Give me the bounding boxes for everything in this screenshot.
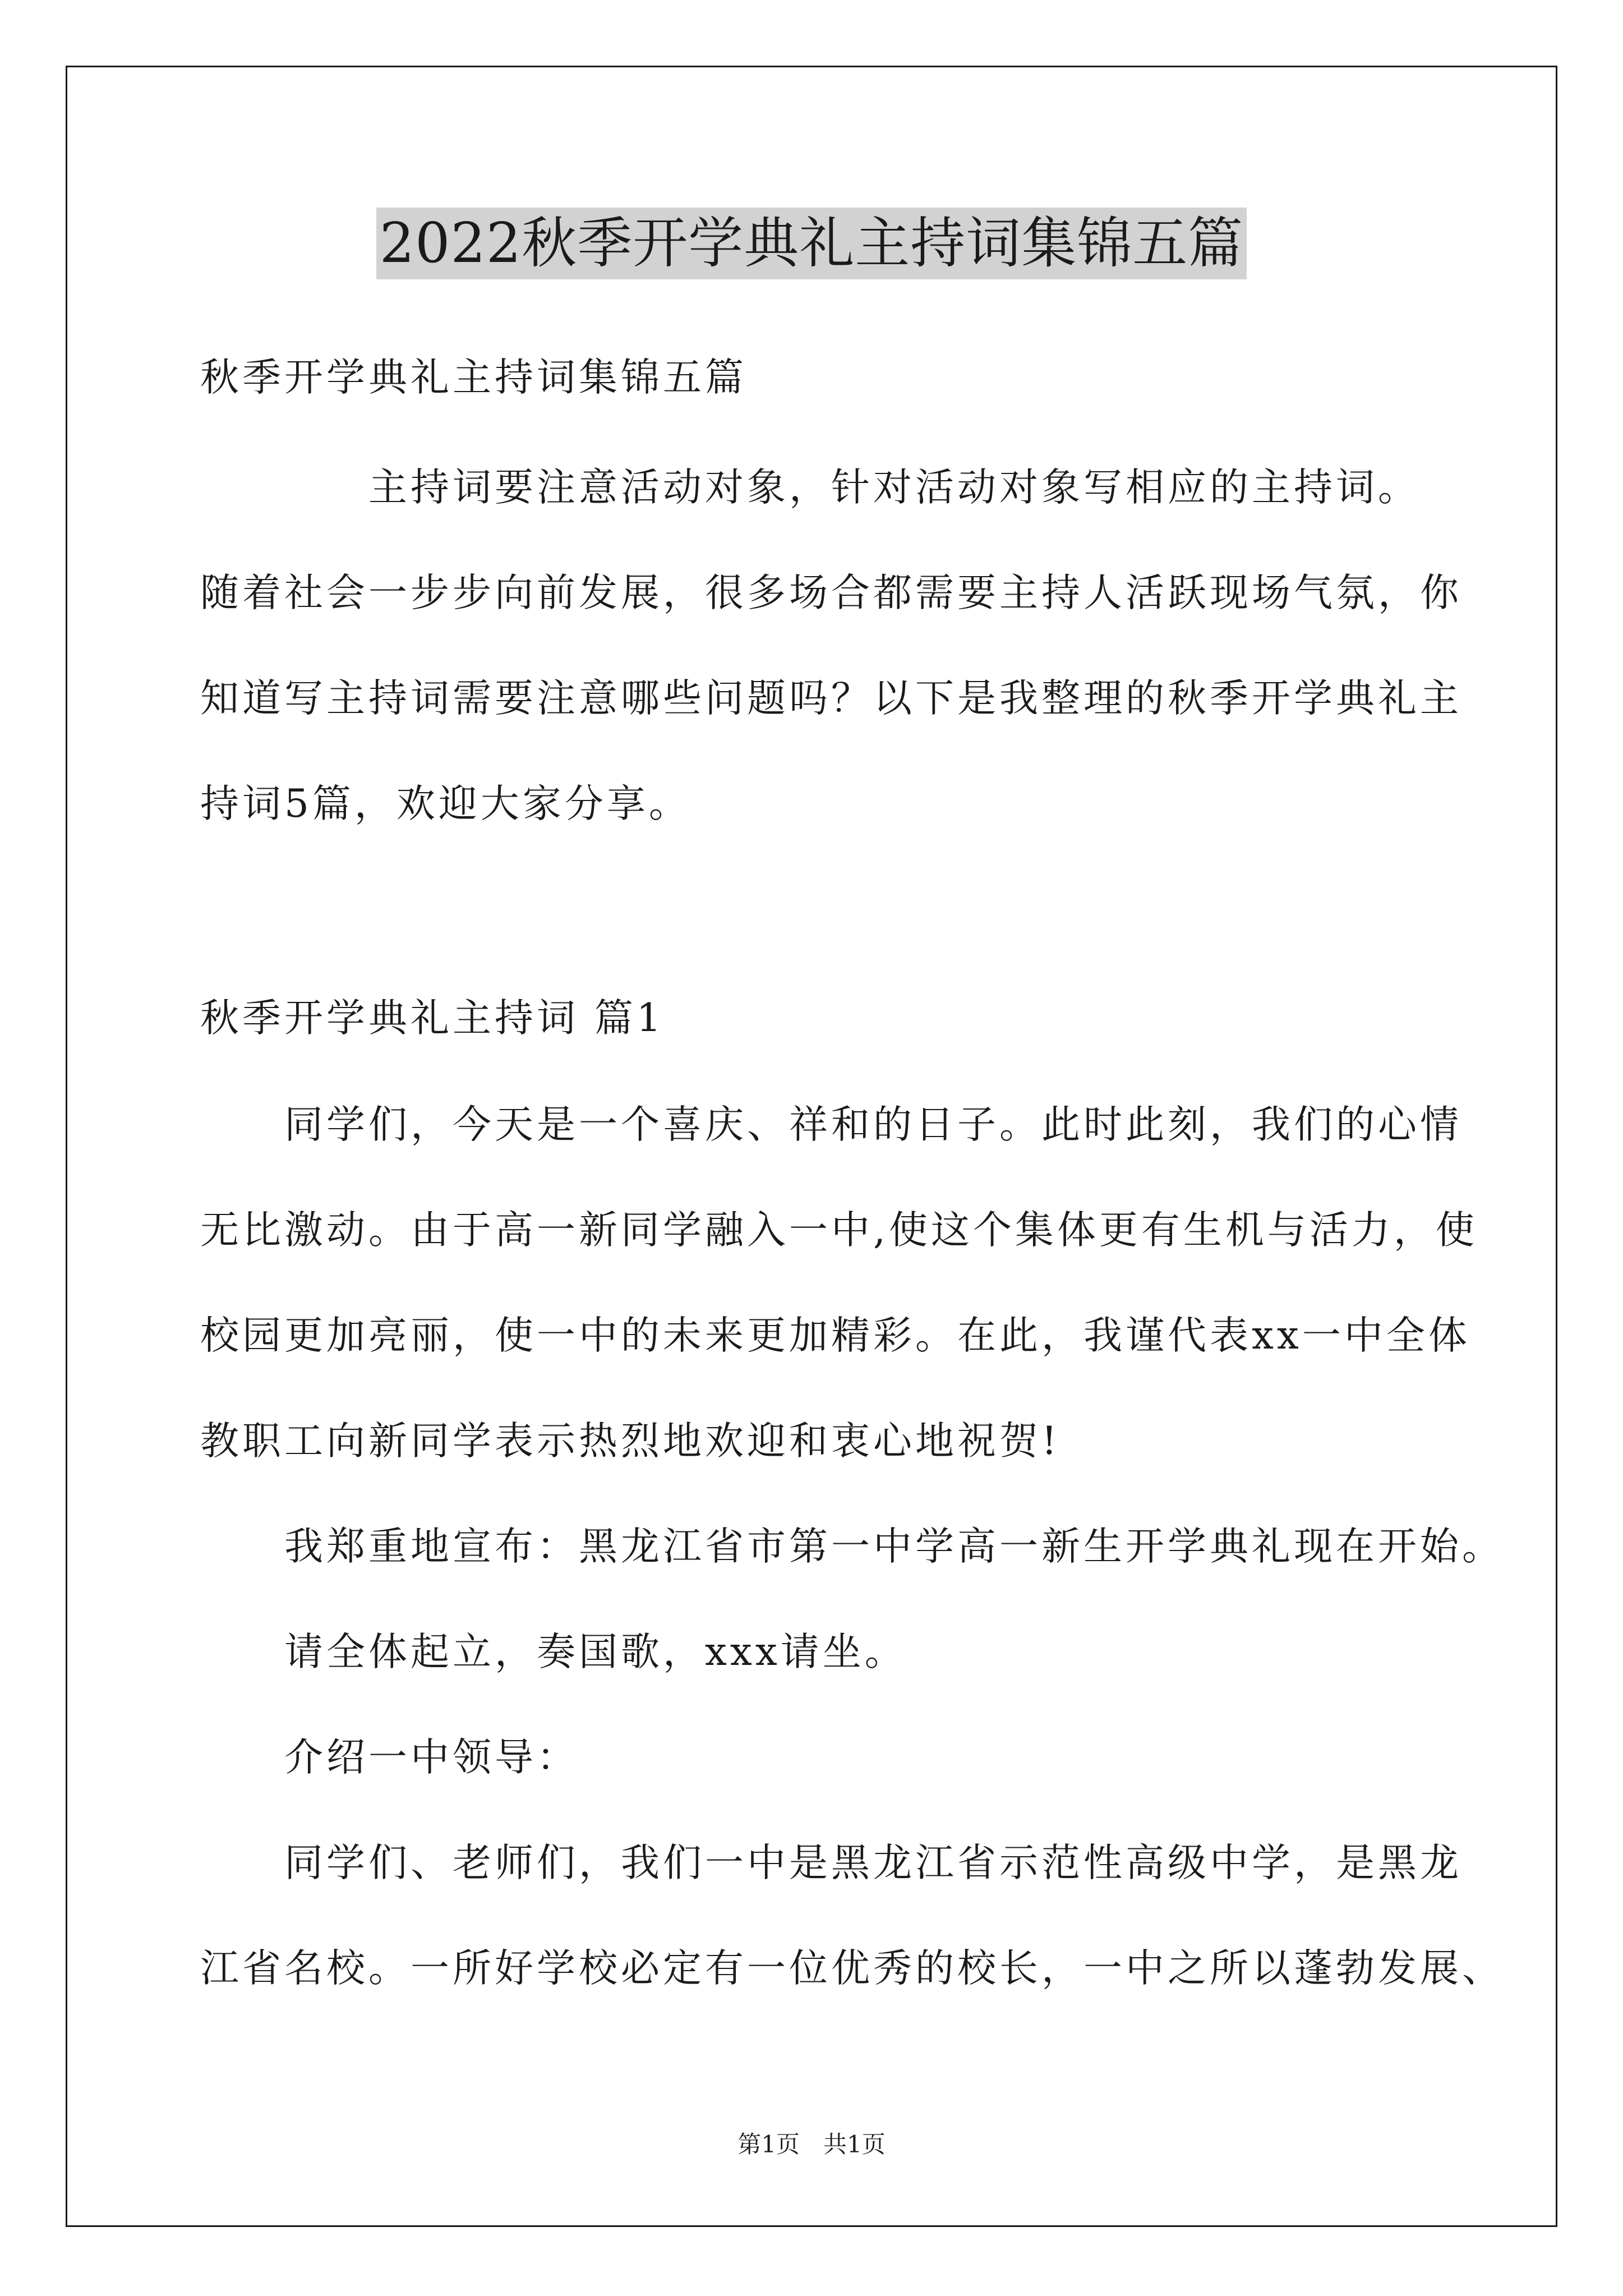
section-heading: 秋季开学典礼主持词 篇1: [200, 996, 665, 1041]
paragraph-line: 介绍一中领导：: [200, 1735, 579, 1780]
document-title: 2022秋季开学典礼主持词集锦五篇: [376, 208, 1247, 279]
paragraph-line: 请全体起立，奏国歌，xxx请坐。: [200, 1630, 907, 1674]
paragraph-line: 同学们，今天是一个喜庆、祥和的日子。此时此刻，我们的心情: [200, 1102, 1462, 1147]
paragraph-line: 我郑重地宣布：黑龙江省市第一中学高一新生开学典礼现在开始。: [200, 1524, 1504, 1569]
paragraph-line: 持词5篇，欢迎大家分享。: [200, 781, 691, 826]
paragraph-line: 主持词要注意活动对象，针对活动对象写相应的主持词。: [200, 465, 1420, 510]
paragraph-line: 知道写主持词需要注意哪些问题吗？以下是我整理的秋季开学典礼主: [200, 676, 1462, 721]
paragraph-line: 校园更加亮丽，使一中的未来更加精彩。在此，我谨代表xx一中全体: [200, 1313, 1470, 1358]
paragraph-line: 江省名校。一所好学校必定有一位优秀的校长，一中之所以蓬勃发展、: [200, 1946, 1504, 1991]
paragraph-line: 随着社会一步步向前发展，很多场合都需要主持人活跃现场气氛，你: [200, 570, 1462, 615]
page-footer: 第1页 共1页: [737, 2131, 886, 2158]
document-subtitle: 秋季开学典礼主持词集锦五篇: [200, 355, 747, 400]
paragraph-line: 教职工向新同学表示热烈地欢迎和衷心地祝贺!: [200, 1419, 1061, 1464]
title-container: [0, 208, 1623, 279]
paragraph-line: 无比激动。由于高一新同学融入一中,使这个集体更有生机与活力，使: [200, 1208, 1478, 1253]
paragraph-line: 同学们、老师们，我们一中是黑龙江省示范性高级中学，是黑龙: [200, 1841, 1462, 1885]
